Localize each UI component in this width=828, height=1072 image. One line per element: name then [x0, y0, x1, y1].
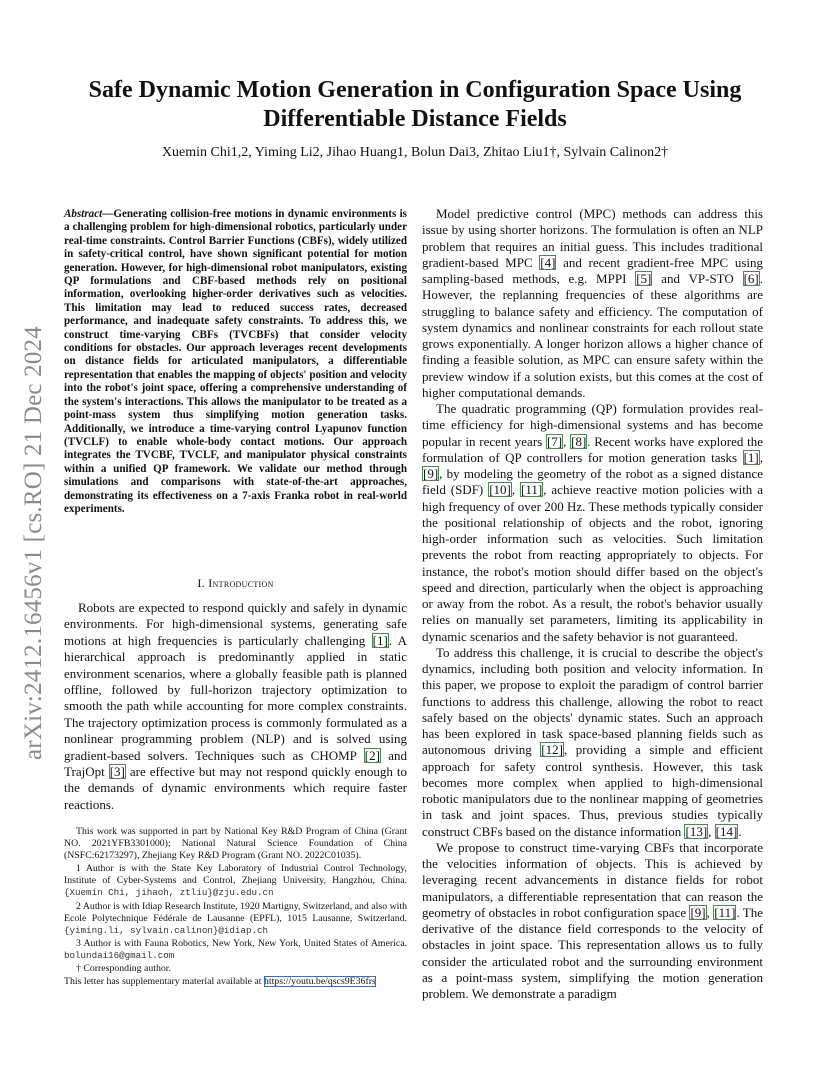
text: and recent gradient-free MPC using sampling-based methods, e.g. MPPI — [422, 254, 763, 286]
citation-link[interactable]: [9] — [423, 466, 439, 481]
citation-link[interactable]: [4] — [540, 254, 556, 270]
citation-link[interactable]: [2] — [364, 747, 380, 763]
intro-body — [64, 600, 407, 813]
paragraph — [422, 206, 763, 401]
paragraph — [422, 840, 763, 1003]
text: . However, the replanning frequencies of these algorithms are struggling to balance safety and efficiency. The computation of system dynamics and nonlinear constraints for each rollout state grows exponentially. A longer horizon allows a higher chance of finding a feasible solution, as MPC can ensure safety within the preview window if a solution exists, but this comes at the cost of higher computational demands. — [422, 271, 763, 400]
supplementary-note — [64, 976, 407, 988]
text: . — [738, 823, 742, 839]
section-name: Introduction — [208, 576, 274, 590]
citation-link[interactable]: [8] — [571, 433, 587, 449]
citation-link[interactable]: [11] — [714, 904, 736, 920]
text: 1 Author is with the State Key Laboratory of Industrial Control Technology, Institute of Cyber-Systems and Control, Zhejiang University, Hangzhou, China. — [64, 863, 407, 887]
text: 3 Author is with Fauna Robotics, New York, New York, United States of America. — [76, 937, 407, 949]
email: bolundai16@gmail.com — [64, 949, 175, 961]
arxiv-id: arXiv:2412.16456v1 [cs.RO] 21 Dec 2024 — [20, 326, 47, 760]
text: and TrajOpt — [64, 747, 407, 780]
right-column — [422, 206, 763, 1002]
citation-link[interactable]: [1] — [372, 632, 388, 648]
text: . Recent works have explored the formulation of QP controllers for motion generation tasks — [422, 433, 763, 465]
text: , — [511, 482, 521, 498]
affiliation-1 — [64, 863, 407, 899]
text: , achieve reactive motion policies with a high frequency of over 200 Hz. These methods typically consider the positional relationship of objects and the robot, ignoring high-order information such as velocities. Such limitation prevents the robot from reacting appropriately to objects. For instance, the robot's motion should differ based on the object's speed and direction, particularly when the object is approaching or away from the robot. As a result, the robot's behavior usually relies on manually set parameters, limiting its applicability in dynamic scenarios and the safety behavior is not guaranteed. — [422, 482, 764, 644]
citation-link[interactable]: [5] — [636, 271, 652, 286]
footnotes — [64, 826, 407, 989]
text: Robots are expected to respond quickly and safely in dynamic environments. For high-dimensional systems, generating safe motions at high frequencies is particularly challenging — [64, 600, 407, 648]
text: and VP-STO — [652, 271, 743, 286]
intro-paragraph — [64, 600, 407, 813]
email: {Xuemin Chi, jihaoh, ztliu}@zju.edu.cn — [64, 887, 274, 899]
text: Model predictive control (MPC) methods can address this issue by using shorter horizons. The formulation is often an NLP problem that requires an initial guess. This includes traditional gradient-based MPC — [422, 206, 763, 270]
citation-link[interactable]: [3] — [109, 764, 125, 780]
text: This letter has supplementary material available at — [64, 976, 264, 988]
citation-link[interactable]: [6] — [743, 271, 759, 286]
citation-link[interactable]: [12] — [541, 742, 563, 758]
email: {yiming.li, sylvain.calinon}@idiap.ch — [64, 924, 268, 936]
citation-link[interactable]: [14] — [715, 823, 738, 839]
arxiv-watermark — [14, 280, 54, 760]
author-list: Xuemin Chi1,2, Yiming Li2, Jihao Huang1, Bolun Dai3, Zhitao Liu1†, Sylvain Calinon2† — [161, 145, 669, 160]
citation-link[interactable]: [1] — [743, 449, 759, 465]
abstract-text: —Generating collision-free motions in dynamic environments is a challenging problem for high-dimensional robotics, particularly under real-time constraints. Control Barrier Functions (CBFs), widely utilized in safety-critical control, have shown significant potential for motion generation. However, for high-dimensional robot manipulators, existing QP formulations and CBF-based methods rely on positional information, overlooking higher-order derivatives such as velocities. This limitation may lead to reduced success rates, decreased performance, and inadequate safety constraints. To address this, we construct time-varying CBFs (TVCBFs) that consider velocity conditions for obstacles. Our approach leverages recent developments on distance fields for articulated manipulators, a differentiable representation that enables the mapping of objects' position and velocity into the robot's joint space, offering a comprehensive understanding of the system's interactions. This allows the manipulator to be treated as a point-mass system thus simplifying motion generation tasks. Additionally, we introduce a time-varying control Lyapunov function (TVCLF) to enable whole-body contact motions. Our approach integrates the TVCBF, TVCLF, and manipulator physical constraints within a unified QP framework. We validate our method through simulations and comparisons with state-of-the-art approaches, demonstrating its effectiveness on a 7-axis Franka robot in real-world experiments. — [64, 208, 407, 515]
text: 2 Author is with Idiap Research Institute, 1920 Martigny, Switzerland, and also with Ecole Polytechnique Fédérale de Lausanne (EPFL), 1015 Lausanne, Switzerland. — [64, 900, 407, 924]
affiliation-2 — [64, 901, 407, 937]
citation-link[interactable]: [7] — [546, 433, 563, 449]
text: are effective but may not respond quickly enough to the demands of dynamic environments which require faster reactions. — [64, 764, 407, 812]
text: , — [706, 904, 714, 920]
section-heading — [64, 576, 407, 591]
text: The quadratic programming (QP) formulation provides real-time efficiency for high-dimensional systems and has become popular in recent years — [422, 401, 763, 449]
abstract-label: Abstract — [64, 208, 103, 220]
corresponding-note: † Corresponding author. — [76, 963, 171, 975]
citation-link[interactable]: [9] — [690, 904, 706, 920]
text: We propose to construct time-varying CBFs that incorporate the velocities information of objects. This is achieved by leveraging recent advancements in distance fields for robot manipulators, a differentiable representation that can reason the geometry of obstacles in robot configuration space — [422, 839, 763, 920]
text: , — [708, 823, 715, 839]
citation-link[interactable]: [10] — [489, 482, 511, 498]
funding-note: This work was supported in part by National Key R&D Program of China (Grant NO. 2021YFB3301000); National Natural Science Foundation of China (NSFC:62173297), Zhejiang Key R&D Program (Grant NO. 2022C01035). — [64, 826, 407, 862]
citation-link[interactable]: [13] — [685, 823, 708, 839]
section-numeral: I. — [197, 576, 209, 590]
citation-link[interactable]: [11] — [521, 482, 543, 498]
text: , — [759, 449, 763, 465]
text: , — [563, 433, 571, 449]
paragraph — [422, 645, 763, 840]
text: . The derivative of the distance field corresponds to the velocity of obstacles in joint space. This representation allows us to fully consider the articulated robot and the surrounding environment as a point-mass system, simplifying the motion generation problem. We demonstrate a paradigm — [422, 904, 764, 1001]
text: To address this challenge, it is crucial to describe the object's dynamics, including both position and velocity information. In this paper, we propose to exploit the paradigm of control barrier functions to address this challenge, allowing the robot to react safely based on the objects' dynamic states. Such an approach has been explored in task space-based planning fields such as autonomous driving — [422, 644, 763, 758]
text: . A hierarchical approach is predominantly applied in static environment scenarios, where a globally feasible path is planned offline, followed by full-horizon trajectory optimization to smooth the path while accounting for more complex constraints. The trajectory optimization process is commonly formulated as a nonlinear programming problem (NLP) and is solved using gradient-based solvers. Techniques such as CHOMP — [64, 632, 407, 763]
affiliation-3 — [64, 938, 407, 962]
text: , by modeling the geometry of the robot as a signed distance field (SDF) — [422, 466, 763, 498]
paragraph — [422, 401, 763, 645]
supplementary-link[interactable]: https://youtu.be/qscs9E36frs — [263, 976, 376, 988]
text: , providing a simple and efficient approach for safety control synthesis. However, this task becomes more complex when applied to high-dimensional robotic manipulators due to the nonlinear mapping of geometries in task and joint spaces. Thus, previous studies typically construct CBFs based on the distance information — [422, 742, 764, 839]
abstract — [64, 208, 407, 516]
paper-title: Safe Dynamic Motion Generation in Configuration Space Using Differentiable Distance Fields — [88, 77, 742, 132]
